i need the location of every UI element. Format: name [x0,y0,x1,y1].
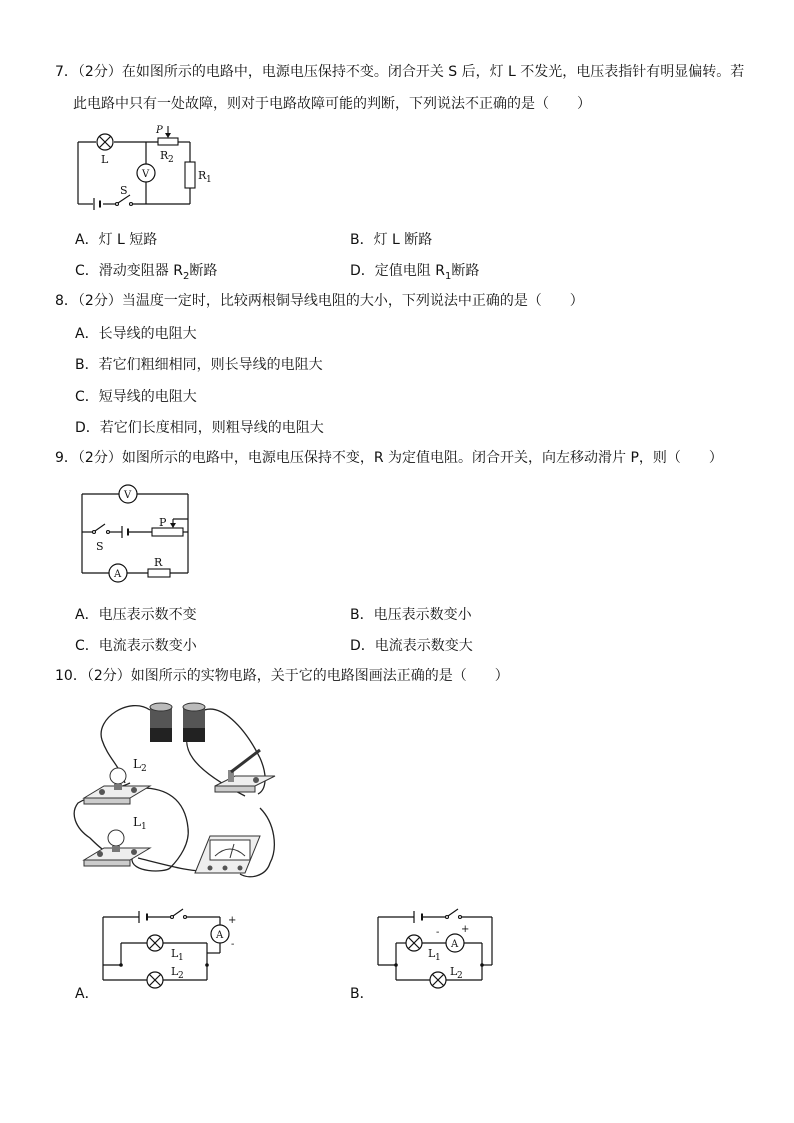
lamp-l2-icon [147,972,163,988]
q7-circuit-diagram [70,122,230,218]
lamp-l1-icon [84,830,150,866]
q7-option-d[interactable] [350,260,479,282]
switch-icon [171,909,187,919]
lamp-l1-icon [147,935,163,951]
battery-icon [414,911,422,923]
q7-label-l: L [101,153,109,166]
q7-option-d-tail: 断路 [451,263,480,279]
ammeter-icon [195,836,260,873]
q10-option-b[interactable]: B． [350,986,374,1002]
q8-option-a[interactable]: A．长导线的电阻大 [75,326,197,342]
rheostat-icon [152,528,183,536]
battery-icon [150,703,205,742]
lamp-icon [97,134,113,150]
q7-stem-line2: 此电路中只有一处故障，则对于电路故障可能的判断，下列说法不正确的是（ ） [73,96,591,112]
lamp-l1-icon [406,935,422,951]
q9-option-d[interactable]: D．电流表示数变大 [350,638,473,654]
q9-label-v: V [124,490,132,501]
resistor-r1-icon [185,162,195,188]
q7-stem-line1: 7．（2分）在如图所示的电路中，电源电压保持不变。闭合开关 S 后，灯 L 不发光，电压表指针有明显偏转。若 [55,64,745,80]
q9-option-b[interactable]: B．电压表示数变小 [350,607,472,623]
resistor-icon [148,569,170,577]
qa-label-l2-sub: 2 [178,971,184,981]
rheostat-r2-icon [158,138,178,145]
q7-option-c-sub: 2 [182,270,190,282]
q7-label-r2: R [160,149,169,162]
q9-stem: 9．（2分）如图所示的电路中，电源电压保持不变，R 为定值电阻。闭合开关，向左移动滑片 P，则（ ） [55,450,723,466]
knife-switch-icon [215,750,275,792]
battery-icon [122,526,128,538]
q10-photo-label-l2-sub: 2 [141,764,147,774]
q7-label-r1: R [198,169,207,182]
q10-option-a[interactable]: A． [75,986,99,1002]
q7-label-v: V [142,169,150,180]
qb-label-l2: L [450,965,458,978]
q10-stem: 10．（2分）如图所示的实物电路，关于它的电路图画法正确的是（ ） [55,668,509,684]
q10-photo-label-l1: L [133,815,141,829]
q10-photo-label-l2: L [133,757,141,771]
qa-label-plus: + [228,915,237,926]
q7-option-a[interactable]: A．灯 L 短路 [75,232,158,248]
q10-physical-circuit-illustration [70,698,285,888]
q7-label-r2-sub: 2 [168,155,174,165]
qa-label-a: A [216,930,224,941]
q7-option-b[interactable]: B．灯 L 断路 [350,232,433,248]
qb-label-a: A [451,939,459,950]
battery-icon [94,198,100,210]
battery-icon [139,911,147,923]
qa-label-l1: L [171,947,179,960]
q7-label-r1-sub: 1 [206,175,212,185]
qb-label-l1-sub: 1 [435,953,441,963]
q9-label-s: S [96,540,104,553]
q9-label-p: P [159,516,167,529]
qb-label-minus: - [436,927,440,938]
q10-option-a-diagram [95,905,245,991]
q8-stem: 8．（2分）当温度一定时，比较两根铜导线电阻的大小，下列说法中正确的是（ ） [55,293,584,309]
switch-icon [446,909,462,919]
q9-label-a: A [114,569,122,580]
lamp-l2-icon [430,972,446,988]
qb-label-l1: L [428,947,436,960]
q7-option-d-sub: 1 [444,270,452,282]
q8-option-c[interactable]: C．短导线的电阻大 [75,389,197,405]
q7-option-d-text: D．定值电阻 R [350,263,445,279]
qa-label-l2: L [171,965,179,978]
q8-option-b[interactable]: B．若它们粗细相同，则长导线的电阻大 [75,357,323,373]
q7-option-c[interactable] [75,260,217,282]
q8-option-d[interactable]: D．若它们长度相同，则粗导线的电阻大 [75,420,324,436]
qa-label-l1-sub: 1 [178,953,184,963]
q10-photo-label-l1-sub: 1 [141,822,147,832]
qb-label-l2-sub: 2 [457,971,463,981]
switch-icon [93,524,110,534]
q7-option-c-tail: 断路 [189,263,218,279]
q9-option-a[interactable]: A．电压表示数不变 [75,607,197,623]
q7-label-p: P [156,125,163,136]
qa-label-minus: - [231,939,235,950]
q9-option-c[interactable]: C．电流表示数变小 [75,638,197,654]
q9-label-r: R [154,556,163,569]
q7-label-s: S [120,184,128,197]
qb-label-plus: + [461,924,470,935]
q10-option-b-diagram [370,905,505,991]
q7-option-c-text: C．滑动变阻器 R [75,263,183,279]
q9-circuit-diagram [72,482,202,584]
